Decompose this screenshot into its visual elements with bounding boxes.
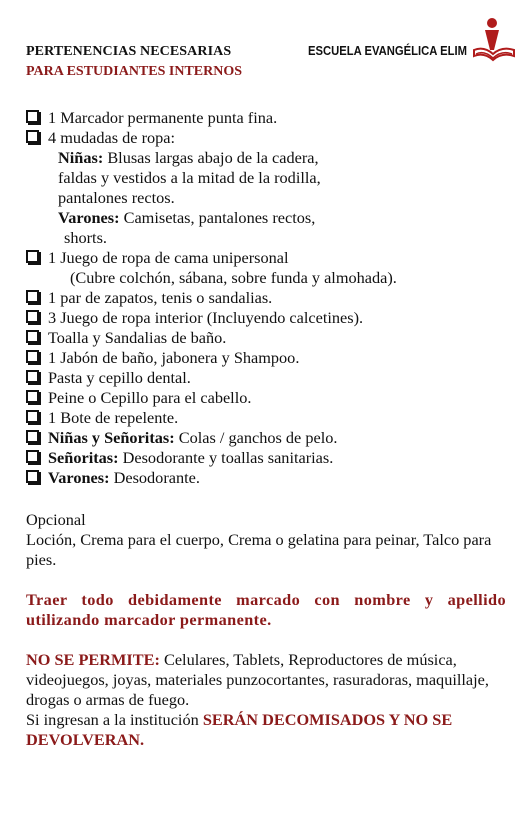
optional-heading: Opcional [26, 510, 86, 529]
checkbox[interactable] [26, 430, 39, 443]
checkbox[interactable] [26, 290, 39, 303]
optional-section [26, 510, 506, 570]
page-title: PERTENENCIAS NECESARIAS [26, 44, 232, 59]
list-item: 1 par de zapatos, tenis o sandalias. [26, 288, 506, 308]
list-subitem: faldas y vestidos a la mitad de la rodilla, [58, 168, 321, 187]
list-item: Varones: Desodorante. [26, 468, 506, 488]
checkbox[interactable] [26, 130, 39, 143]
page-subtitle: PARA ESTUDIANTES INTERNOS [26, 64, 243, 79]
header [26, 38, 516, 88]
checkbox[interactable] [26, 330, 39, 343]
list-item: Pasta y cepillo dental. [26, 368, 506, 388]
checkbox[interactable] [26, 250, 39, 263]
school-name: ESCUELA EVANGÉLICA ELIM [308, 44, 467, 58]
checkbox[interactable] [26, 470, 39, 483]
list-item: Señoritas: Desodorante y toallas sanitarias. [26, 448, 506, 468]
list-subitem: Varones: Camisetas, pantalones rectos, [58, 208, 316, 227]
checkbox[interactable] [26, 370, 39, 383]
list-subitem: Niñas: Blusas largas abajo de la cadera, [58, 148, 319, 167]
checkbox[interactable] [26, 390, 39, 403]
checklist [26, 108, 506, 488]
prohibited-text: NO SE PERMITE: Celulares, Tablets, Reproductores de música, videojuegos, joyas, materiales punzocortantes, rasuradoras, maquillaje, drogas o armas de fuego. [26, 650, 489, 709]
list-item: 1 Marcador permanente punta fina. [26, 108, 506, 128]
checkbox[interactable] [26, 310, 39, 323]
book-with-person-logo-icon [472, 16, 516, 64]
list-item: 1 Bote de repelente. [26, 408, 506, 428]
list-item: 3 Juego de ropa interior (Incluyendo calcetines). [26, 308, 506, 328]
checkbox[interactable] [26, 110, 39, 123]
list-subitem: shorts. [64, 228, 107, 247]
prohibited-consequence: Si ingresan a la institución SERÁN DECOMISADOS Y NO SE DEVOLVERAN. [26, 710, 453, 749]
list-item: 1 Jabón de baño, jabonera y Shampoo. [26, 348, 506, 368]
list-subitem: (Cubre colchón, sábana, sobre funda y almohada). [70, 268, 397, 287]
list-item: 4 mudadas de ropa: [26, 128, 506, 148]
prohibited-section [26, 650, 506, 750]
marking-notice: Traer todo debidamente marcado con nombre y apellido utilizando marcador permanente. [26, 590, 506, 629]
list-subitem: pantalones rectos. [58, 188, 175, 207]
list-item: 1 Juego de ropa de cama unipersonal [26, 248, 506, 268]
checkbox[interactable] [26, 350, 39, 363]
optional-text: Loción, Crema para el cuerpo, Crema o gelatina para peinar, Talco para pies. [26, 530, 492, 569]
list-item: Peine o Cepillo para el cabello. [26, 388, 506, 408]
list-item: Toalla y Sandalias de baño. [26, 328, 506, 348]
checkbox[interactable] [26, 410, 39, 423]
checkbox[interactable] [26, 450, 39, 463]
list-item: Niñas y Señoritas: Colas / ganchos de pelo. [26, 428, 506, 448]
